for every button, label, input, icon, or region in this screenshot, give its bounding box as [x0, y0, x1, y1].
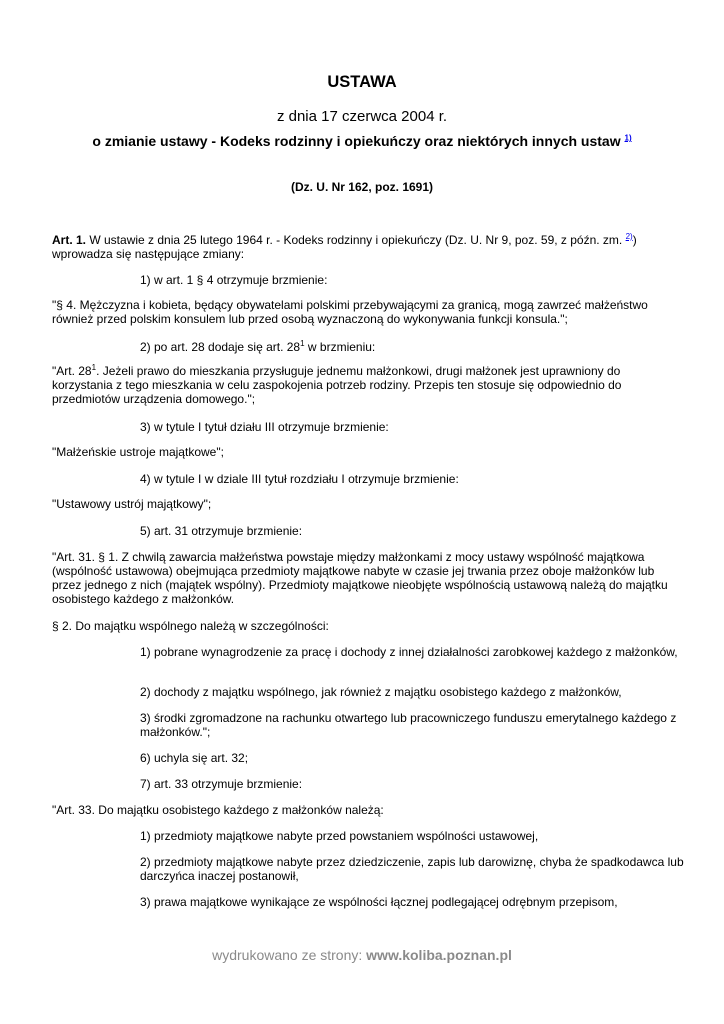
paragraph-2-item-2: 2) dochody z majątku wspólnego, jak również z majątku osobistego każdego z małżonków,	[140, 685, 622, 699]
article-1-intro: Art. 1. W ustawie z dnia 25 lutego 1964 r. - Kodeks rodzinny i opiekuńczy (Dz. U. Nr 9, poz. 59, z późn. zm. $^{2)}$) wprowadza się następujące zmiany:	[52, 232, 637, 261]
amendment-item-2: 2) po art. 28 dodaje się art. $28^1$ w brzmieniu:	[140, 339, 376, 354]
amendment-quote-4: "Ustawowy ustrój majątkowy";	[52, 497, 212, 511]
amendment-quote-3: "Małżeńskie ustroje majątkowe";	[52, 445, 224, 459]
amendment-item-4: 4) w tytule I w dziale III tytuł rozdziału I otrzymuje brzmienie:	[140, 472, 459, 486]
footnote-1-link[interactable]: 1)	[624, 133, 632, 143]
document-date: z dnia 17 czerwca 2004 r.	[276, 108, 448, 125]
amendment-item-6: 6) uchyla się art. 32;	[140, 751, 249, 765]
amendment-item-7: 7) art. 33 otrzymuje brzmienie:	[140, 777, 303, 791]
article-33-item-1: 1) przedmioty majątkowe nabyte przed powstaniem wspólności ustawowej,	[140, 829, 539, 843]
amendment-quote-5: "Art. 31. § 1. Z chwilą zawarcia małżeństwa powstaje między małżonkami z mocy ustawy wspólność majątkowa (wspólność ustawowa) obejmująca przedmioty majątkowe nabyte w czasie jej trwania przez oboje małżonków lub przez jednego z nich (majątek wspólny). Przedmioty majątkowe nieobjęte wspólnością ustawową należą do majątku osobistego każdego z małżonków.	[52, 550, 668, 606]
footnote-2-link[interactable]: 2)	[625, 232, 633, 241]
amendment-item-1: 1) w art. 1 § 4 otrzymuje brzmienie:	[140, 273, 328, 287]
paragraph-2-item-1: 1) pobrane wynagrodzenie za pracę i dochody z innej działalności zarobkowej każdego z małżonków,	[140, 645, 678, 659]
amendment-quote-7: "Art. 33. Do majątku osobistego każdego z małżonków należą:	[52, 803, 384, 817]
footer-site-link[interactable]: www.koliba.poznan.pl	[366, 947, 512, 963]
document-subject: o zmianie ustawy - Kodeks rodzinny i opiekuńczy oraz niektórych innych ustaw $^{1)}$	[92, 133, 632, 149]
amendment-item-5: 5) art. 31 otrzymuje brzmienie:	[140, 524, 303, 538]
article-33-item-2: 2) przedmioty majątkowe nabyte przez dziedziczenie, zapis lub darowiznę, chyba że spadkodawca lub darczyńca inaczej postanowił,	[140, 855, 684, 883]
paragraph-2: § 2. Do majątku wspólnego należą w szczególności:	[52, 619, 329, 633]
document-title: USTAWA	[327, 73, 397, 91]
paragraph-2-item-3: 3) środki zgromadzone na rachunku otwartego lub pracowniczego funduszu emerytalnego każdego z małżonków.";	[140, 711, 677, 739]
amendment-quote-2: "Art. $28^1$. Jeżeli prawo do mieszkania przysługuje jednemu małżonkowi, drugi małżonek jest uprawniony do korzystania z tego mieszkania w celu zaspokojenia potrzeb rodziny. Przepis ten stosuje się odpowiednio do przedmiotów urządzenia domowego.";	[52, 363, 622, 406]
article-1-label: Art. 1.	[52, 233, 87, 247]
amendment-item-3: 3) w tytule I tytuł działu III otrzymuje brzmienie:	[140, 420, 389, 434]
publication-reference: (Dz. U. Nr 162, poz. 1691)	[290, 180, 434, 194]
page-footer: wydrukowano ze strony: www.koliba.poznan.pl	[212, 947, 512, 963]
amendment-quote-1: "§ 4. Mężczyzna i kobieta, będący obywatelami polskimi przebywającymi za granicą, mogą zawrzeć małżeństwo również przed polskim konsulem lub przed osobą wyznaczoną do wykonywania funkcji konsula.";	[52, 298, 648, 326]
article-33-item-3: 3) prawa majątkowe wynikające ze wspólności łącznej podlegającej odrębnym przepisom,	[140, 895, 618, 909]
